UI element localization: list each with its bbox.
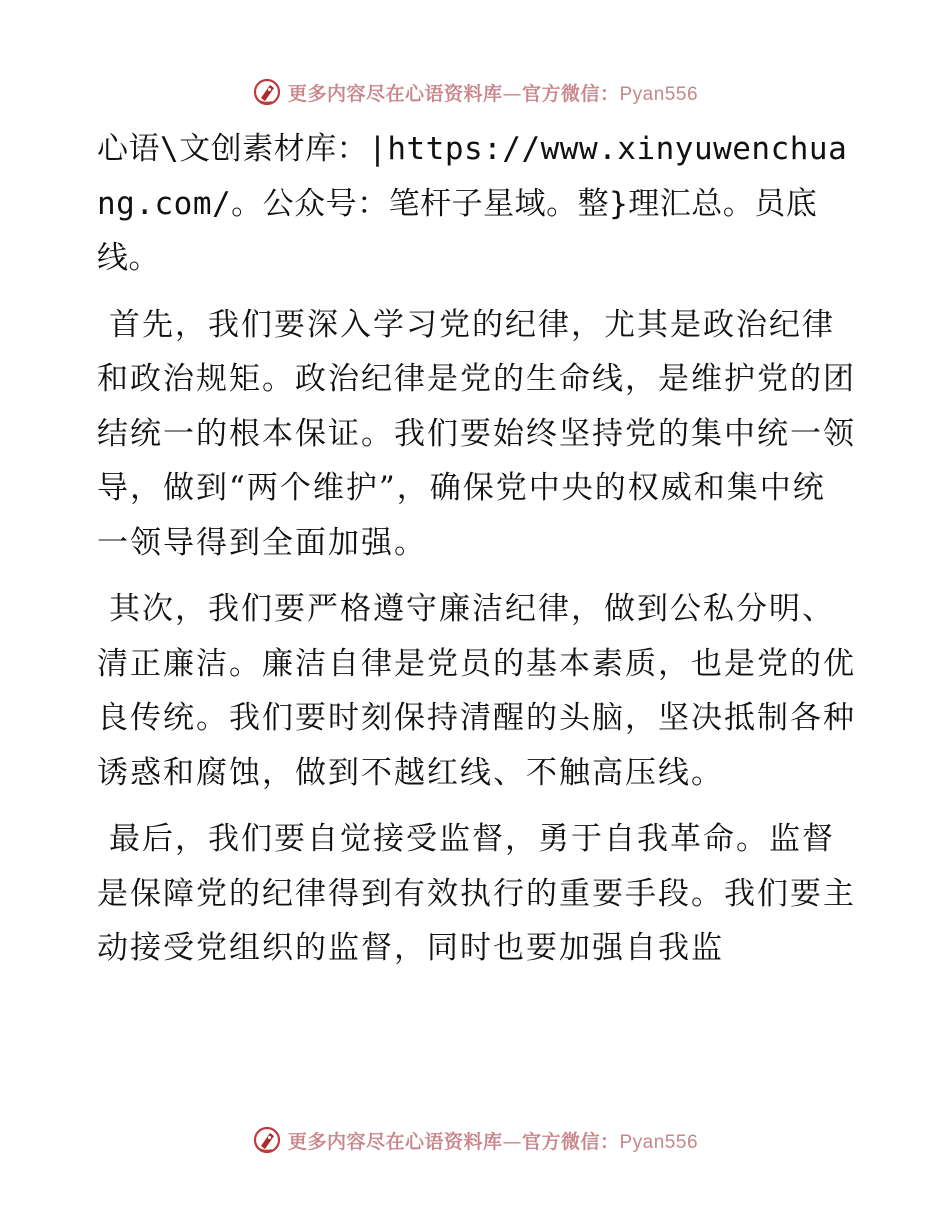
document-body <box>97 122 857 988</box>
watermark-text: 更多内容尽在心语资料库—官方微信：Pyan556 <box>287 1130 699 1153</box>
header-watermark-banner <box>0 70 950 114</box>
paragraph-political-discipline: 首先，我们要深入学习党的纪律，尤其是政治纪律和政治规矩。政治纪律是党的生命线，是维护党的团结统一的根本保证。我们要始终坚持党的集中统一领导，做到“两个维护”，确保党中央的权威和集中统一领导得到全面加强。 <box>97 306 856 561</box>
pen-nib-logo-icon <box>252 1125 282 1155</box>
footer-watermark-banner <box>0 1118 950 1162</box>
paragraph-integrity-discipline: 其次，我们要严格遵守廉洁纪律，做到公私分明、清正廉洁。廉洁自律是党员的基本素质，也是党的优良传统。我们要时刻保持清醒的头脑，坚决抵制各种诱惑和腐蚀，做到不越红线、不触高压线。 <box>97 591 856 791</box>
watermark-text: 更多内容尽在心语资料库—官方微信：Pyan556 <box>287 82 699 105</box>
intro-paragraph: 心语\文创素材库：|https://www.xinyuwenchuang.com/。公众号：笔杆子星域。整}理汇总。员底线。 <box>97 131 848 276</box>
paragraph-supervision: 最后，我们要自觉接受监督，勇于自我革命。监督是保障党的纪律得到有效执行的重要手段。我们要主动接受党组织的监督，同时也要加强自我监 <box>97 821 856 966</box>
pen-nib-logo-icon <box>252 77 282 107</box>
